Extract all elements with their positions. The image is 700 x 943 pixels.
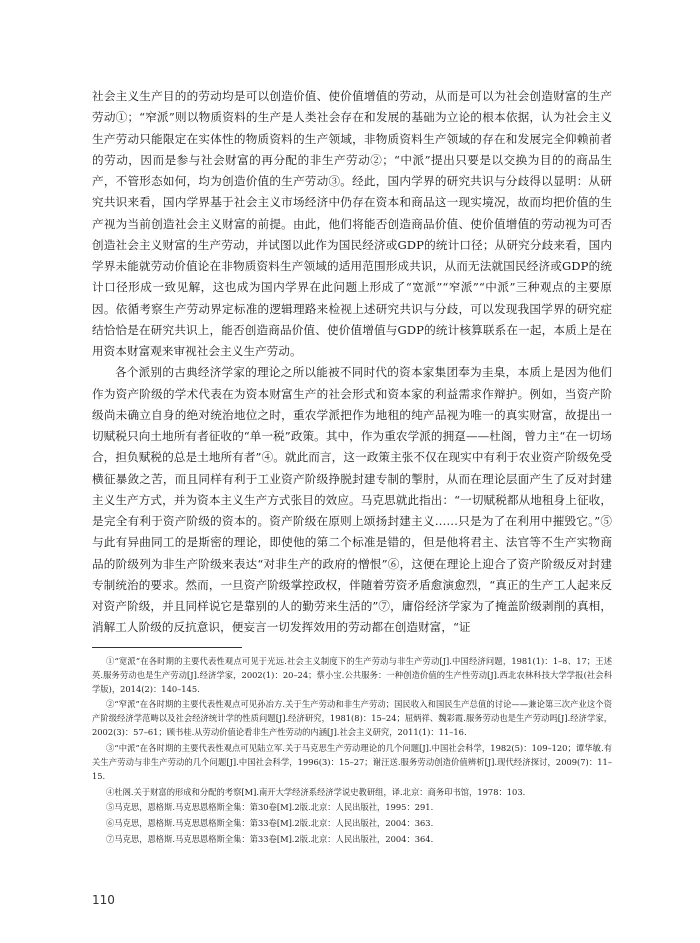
footnotes bbox=[92, 654, 612, 846]
footnote-2: ②“窄派”在各时期的主要代表性观点可见孙冶方.关于生产劳动和非生产劳动；国民收入和国民生产总值的讨论——兼论第三次产业这个资产阶级经济学范畴以及社会经济统计学的性质问题[J].经济研究，1981(8)：15–24；屈炳祥、魏彩霞.服务劳动也是生产劳动吗[J].经济学家，2002(3)：57–61；顾书桂.从劳动价值论看非生产性劳动的内涵[J].社会主义研究，2011(1)：11–16. bbox=[92, 699, 612, 738]
footnote-4: ④杜阁.关于财富的形成和分配的考察[M].南开大学经济系经济学说史教研组，译.北京：商务印书馆，1978：103. bbox=[106, 786, 526, 797]
page-content bbox=[92, 86, 612, 847]
footnote-divider bbox=[92, 647, 242, 648]
footnote-1: ①“宽派”在各时期的主要代表性观点可见于光远.社会主义制度下的生产劳动与非生产劳动[J].中国经济问题，1981(1)：1–8、17；王述英.服务劳动也是生产劳动[J].经济学家，2002(1)：20–24；蔡小宝.公共服务：一种创造价值的生产性劳动[J].西北农林科技大学学报(社会科学版)，2014(2)：140–145. bbox=[92, 655, 612, 694]
footnote-3: ③“中派”在各时期的主要代表性观点可见陆立军.关于马克思生产劳动理论的几个问题[J].中国社会科学，1982(5)：109–120；谭华敏.有关生产劳动与非生产劳动的几个问题[J].中国社会科学，1996(3)：15–27；谢汪送.服务劳动创造价值辨析[J].现代经济探讨，2009(7)：11–15. bbox=[92, 743, 612, 782]
footnote-6: ⑥马克思，恩格斯.马克思恩格斯全集：第33卷[M].2版.北京：人民出版社，2004：363. bbox=[106, 818, 434, 829]
body-paragraph-2: 各个派别的古典经济学家的理论之所以能被不同时代的资本家集团奉为圭臬，本质上是因为他们作为资产阶级的学术代表在为资本财富生产的社会形式和资本家的利益需求作辩护。例如，当资产阶级尚未确立自身的绝对统治地位之时，重农学派把作为地租的纯产品视为唯一的真实财富，故提出一切赋税只向土地所有者征收的“单一税”政策。其中，作为重农学派的拥趸——杜阁，曾力主“在一切场合，担负赋税的总是土地所有者”④。就此而言，这一政策主张不仅在现实中有利于农业资产阶级免受横征暴敛之苦，而且同样有利于工业资产阶级挣脱封建专制的掣肘，从而在理论层面产生了反对封建主义生产方式，并为资本主义生产方式张目的效应。马克思就此指出：“一切赋税都从地租身上征收，是完全有利于资产阶级的资本的。资产阶级在原则上颂扬封建主义……只是为了在利用中摧毁它。”⑤与此有异曲同工的是斯密的理论，即使他的第二个标准是错的，但是他将君主、法官等不生产实物商品的阶级列为非生产阶级来表达“对非生产的政府的憎恨”⑥，这便在理论上迎合了资产阶级反对封建专制统治的要求。然而，一旦资产阶级掌控政权，伴随着劳资矛盾愈演愈烈，“真正的生产工人起来反对资产阶级，并且同样说它是靠别的人的勤劳来生活的”⑦，庸俗经济学家为了掩盖阶级剥削的真相，消解工人阶级的反抗意识，便妄言一切发挥效用的劳动都在创造财富，“证 bbox=[92, 365, 612, 635]
body-paragraph-1: 社会主义生产目的的劳动均是可以创造价值、使价值增值的劳动，从而是可以为社会创造财富的生产劳动①；“窄派”则以物质资料的生产是人类社会存在和发展的基础为立论的根本依据，认为社会主义生产劳动只能限定在实体性的物质资料的生产领域，非物质资料生产领域的存在和发展完全仰赖前者的劳动，因而是参与社会财富的再分配的非生产劳动②；“中派”提出只要是以交换为目的的商品生产，不管形态如何，均为创造价值的生产劳动③。经此，国内学界的研究共识与分歧得以显明：从研究共识来看，国内学界基于社会主义市场经济中仍存在资本和商品这一现实境况，故而均把价值的生产视为当前创造社会主义财富的前提。由此，他们将能否创造商品价值、使价值增值的劳动视为可否创造社会主义财富的生产劳动，并试图以此作为国民经济或GDP的统计口径；从研究分歧来看，国内学界未能就劳动价值论在非物质资料生产领域的适用范围形成共识，从而无法就国民经济或GDP的统计口径形成一致见解，这也成为国内学界在此问题上形成了“宽派”“窄派”“中派”三种观点的主要原因。依循考察生产劳动界定标准的逻辑理路来检视上述研究共识与分歧，可以发现我国学界的研究症结恰恰是在研究共识上，能否创造商品价值、使价值增值与GDP的统计核算联系在一起，本质上是在用资本财富观来审视社会主义生产劳动。 bbox=[92, 89, 612, 358]
footnote-5: ⑤马克思，恩格斯.马克思恩格斯全集：第30卷[M].2版.北京：人民出版社，1995：291. bbox=[106, 802, 434, 813]
page-number: 110 bbox=[92, 893, 115, 907]
footnote-7: ⑦马克思，恩格斯.马克思恩格斯全集：第33卷[M].2版.北京：人民出版社，2004：364. bbox=[106, 833, 434, 844]
